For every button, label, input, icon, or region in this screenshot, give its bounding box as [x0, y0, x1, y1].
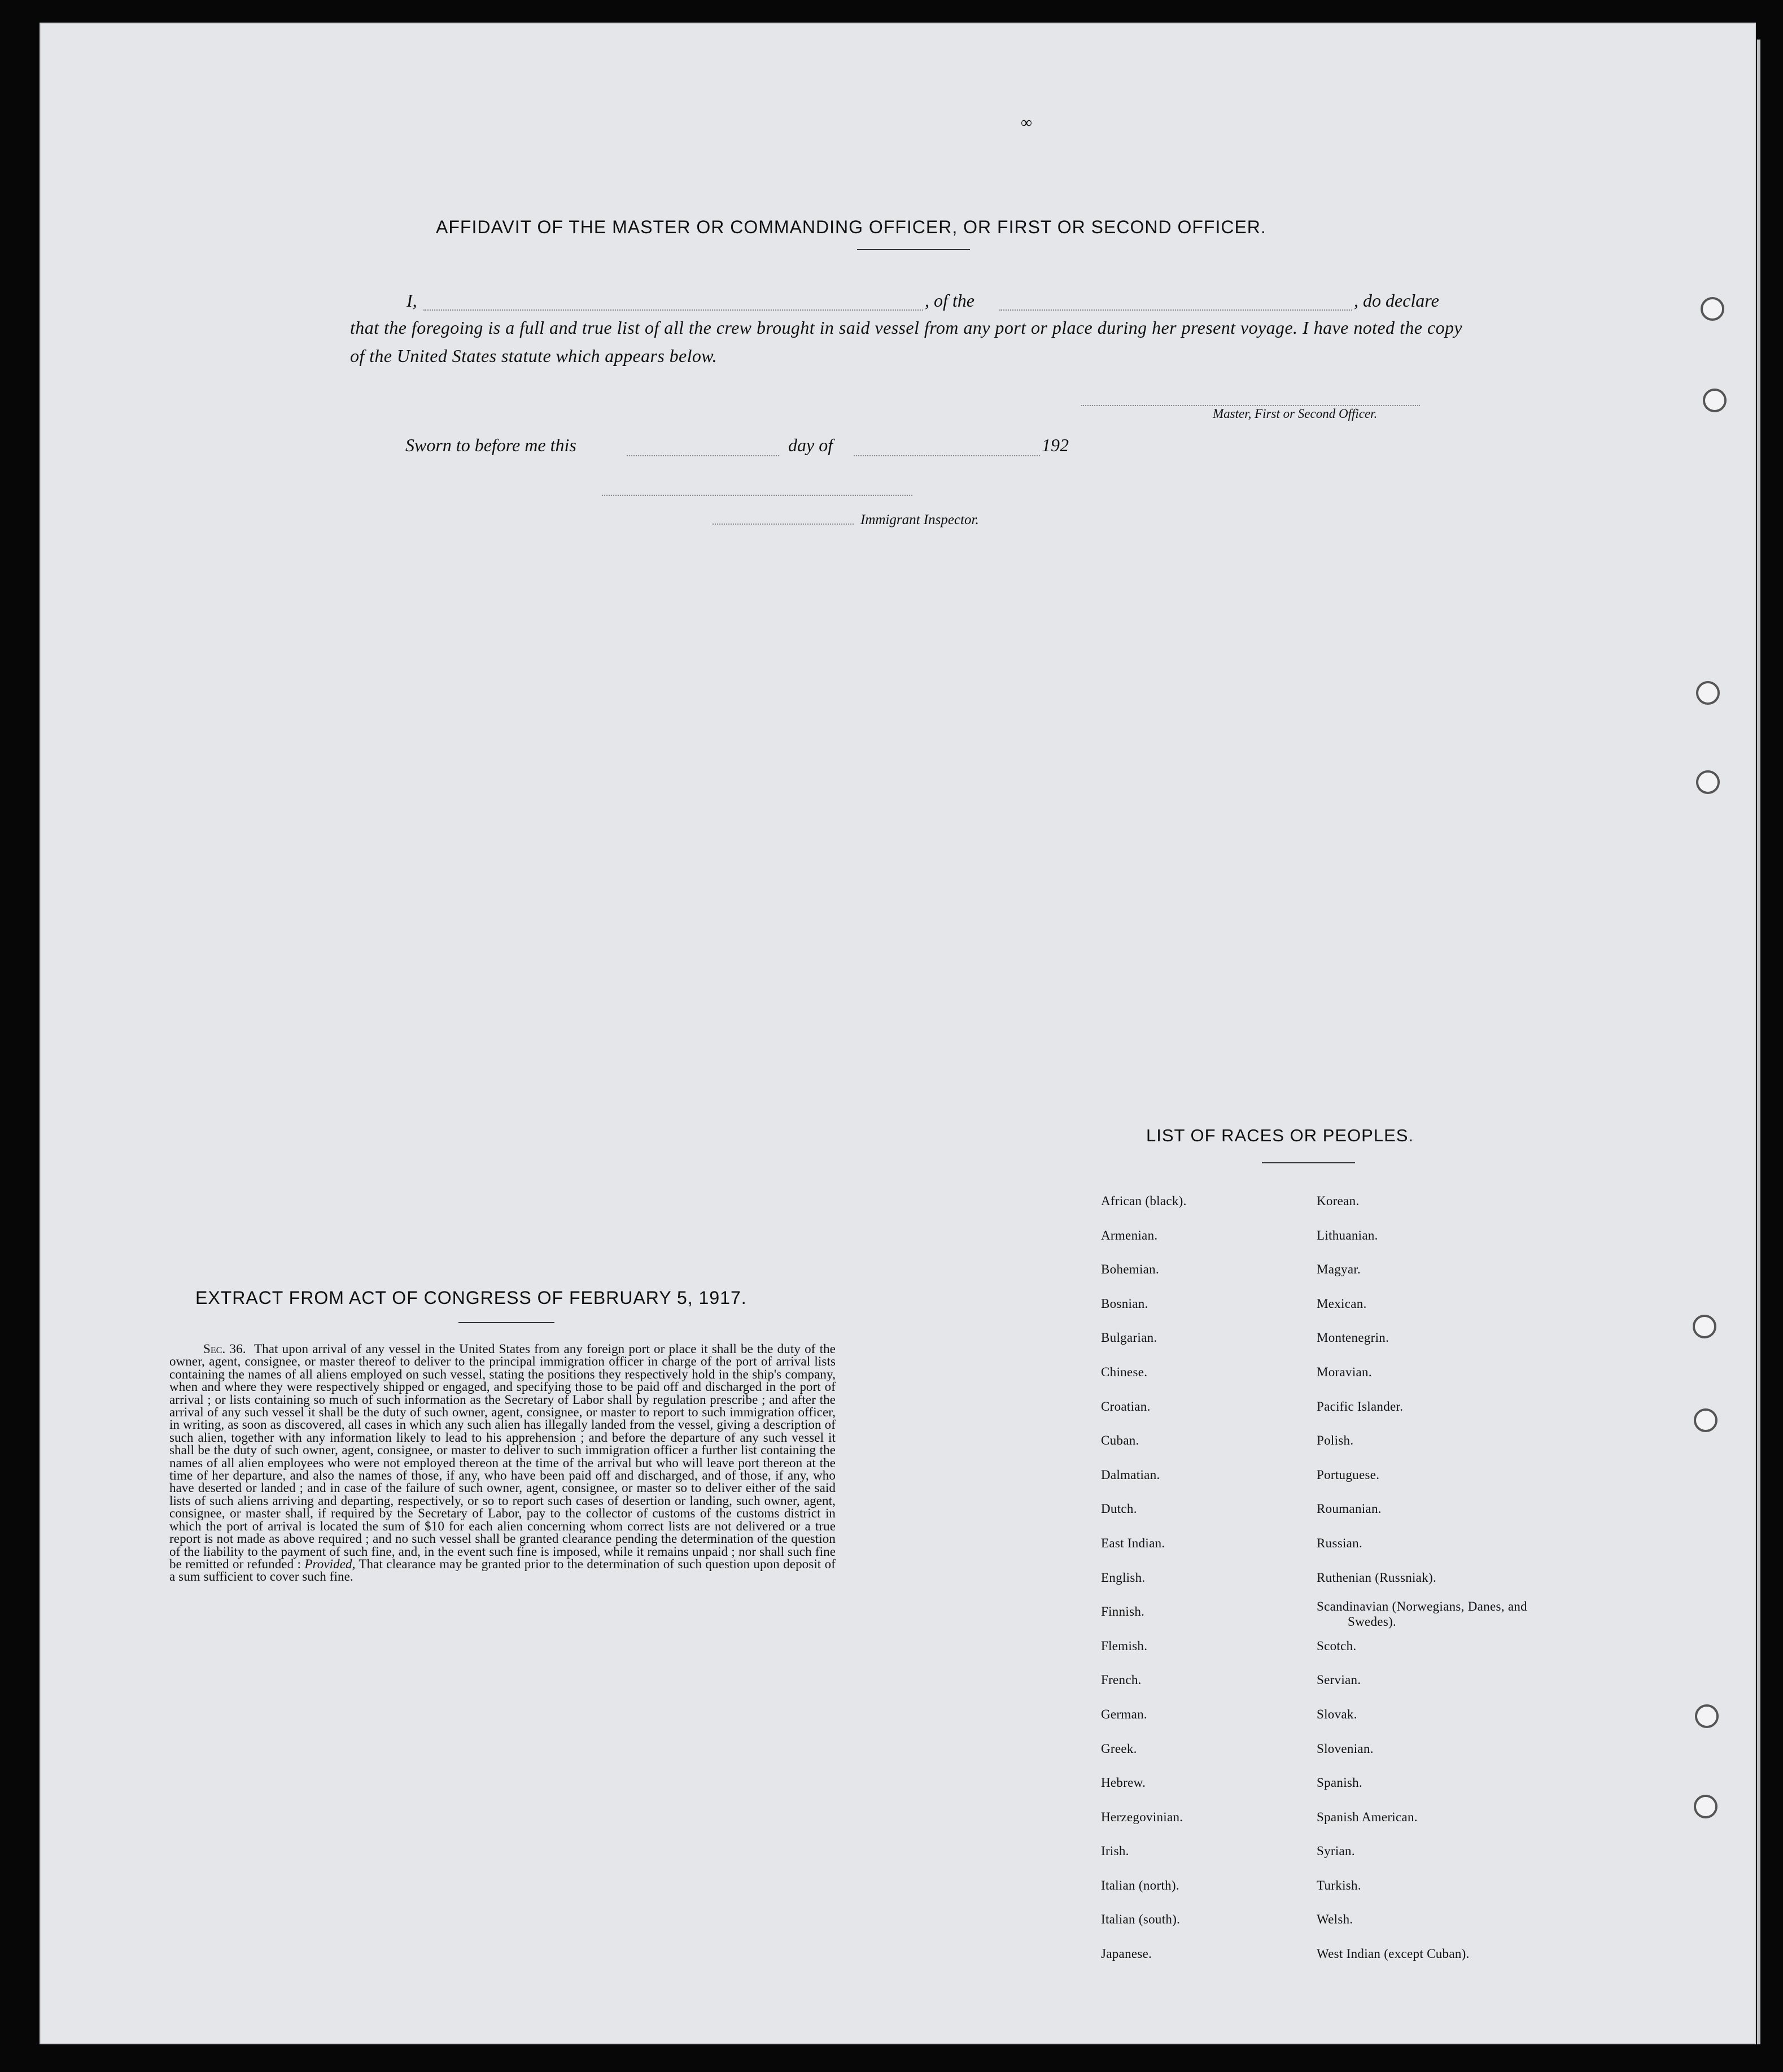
race-item: Russian.: [1317, 1536, 1362, 1550]
sworn-label: Sworn to before me this: [405, 435, 576, 455]
race-item: Hebrew.: [1101, 1776, 1146, 1790]
race-item: Dutch.: [1101, 1502, 1137, 1516]
race-item: Moravian.: [1317, 1364, 1372, 1379]
race-item: Slovenian.: [1317, 1741, 1374, 1756]
declarant-prefix: I,: [407, 290, 417, 311]
sworn-month-field[interactable]: [854, 455, 1040, 456]
race-item: Finnish.: [1101, 1604, 1145, 1619]
race-item: Herzegovinian.: [1101, 1809, 1183, 1824]
race-item: Dalmatian.: [1101, 1467, 1160, 1482]
races-list: [1101, 1184, 1541, 1971]
binder-hole: [1696, 681, 1720, 705]
race-item: Magyar.: [1317, 1262, 1361, 1277]
race-item: Spanish American.: [1317, 1809, 1418, 1824]
race-item: Pacific Islander.: [1317, 1399, 1404, 1414]
declare-label: , do declare: [1354, 290, 1439, 311]
master-signature-caption: Master, First or Second Officer.: [1213, 407, 1378, 421]
statute-text: [169, 1343, 836, 1584]
race-item: French.: [1101, 1673, 1142, 1687]
race-item: East Indian.: [1101, 1536, 1165, 1550]
race-item: Korean.: [1317, 1194, 1360, 1208]
master-signature-field[interactable]: [1081, 405, 1420, 406]
race-item: Bosnian.: [1101, 1296, 1148, 1311]
binder-hole: [1703, 389, 1727, 412]
binder-hole: [1696, 770, 1720, 794]
race-item: [1317, 1595, 1541, 1629]
race-item: Spanish.: [1317, 1776, 1362, 1790]
race-item: African (black).: [1101, 1194, 1187, 1208]
race-item: Scotch.: [1317, 1638, 1357, 1653]
statute-text-part1: That upon arrival of any vessel in the United States from any foreign port or place it shall be the duty of the owner, agent, consignee, or master thereof to deliver to the principal immigration officer in charge of the port of arrival lists containing the names of all aliens employed on such vessel, stating the positions they respectively hold in the ship's company, when and where they were respectively shipped or engaged, and specifying those to be paid off and discharged in the port of arrival ; or lists containing so much of such information as the Secretary of Labor shall by regulation prescribe ; and after the arrival of any such vessel it shall be the duty of such owner, agent, consignee, or master to report to such immigration officer, in writing, as soon as discovered, all cases in which any such alien has illegally landed from the vessel, giving a description of such alien, together with any information likely to lead to his apprehension ; and before the departure of any such vessel it shall be the duty of such owner, agent, consignee, or master to deliver to such immigration officer a further list containing the names of all alien employees who were not employed thereon at the time of the arrival but who will leave port thereon at the time of her departure, and also the names of those, if any, who have been paid off and discharged, and of those, if any, who have deserted or landed ; and in case of the failure of such owner, agent, consignee, or master so to deliver either of the said lists of such aliens arriving and departing, respectively, or so to report such cases of desertion or landing, such owner, agent, consignee, or master shall, if required by the Secretary of Labor, pay to the collector of customs of the customs district in which the port of arrival is located the sum of $10 for each alien concerning whom correct lists are not delivered or a true report is not made as above required ; and no such vessel shall be granted clearance pending the determination of the question of the liability to the payment of such fine, and, in the event such fine is imposed, while it remains unpaid ; nor shall such fine be remitted or refunded :: [169, 1342, 836, 1571]
race-item: Italian (south).: [1101, 1912, 1181, 1927]
binder-hole: [1694, 1795, 1718, 1818]
race-item: Cuban.: [1101, 1433, 1139, 1448]
inspector-signature-line-upper: [602, 495, 912, 496]
race-item: Irish.: [1101, 1844, 1129, 1859]
race-item: German.: [1101, 1707, 1147, 1721]
race-item: West Indian (except Cuban).: [1317, 1947, 1470, 1961]
provided-label: Provided,: [304, 1556, 356, 1571]
binder-hole: [1694, 1408, 1718, 1432]
extract-title: EXTRACT FROM ACT OF CONGRESS OF FEBRUARY 5, 1917.: [195, 1288, 747, 1308]
race-item: Flemish.: [1101, 1638, 1148, 1653]
race-item: Armenian.: [1101, 1228, 1158, 1242]
races-title-rule: [1262, 1162, 1355, 1163]
extract-title-rule: [458, 1322, 554, 1323]
race-item: Ruthenian (Russniak).: [1317, 1570, 1436, 1585]
year-label: 192: [1042, 435, 1069, 455]
binder-hole: [1693, 1315, 1716, 1338]
race-item: Syrian.: [1317, 1844, 1355, 1859]
race-item: Chinese.: [1101, 1364, 1148, 1379]
page-mark: ∞: [1021, 114, 1032, 132]
binder-hole: [1695, 1704, 1719, 1728]
race-item: Croatian.: [1101, 1399, 1151, 1414]
affidavit-statement: that the foregoing is a full and true list of all the crew brought in said vessel from any port or place during her present voyage. I have noted the copy of the United States statute which appears below.: [350, 317, 1462, 366]
race-item: Bohemian.: [1101, 1262, 1159, 1277]
statute-text-part2: That clearance may be granted prior to the determination of such question upon deposit of a sum sufficient to cover such fine.: [169, 1556, 836, 1584]
race-item: Polish.: [1317, 1433, 1354, 1448]
race-item: Welsh.: [1317, 1912, 1353, 1927]
binder-hole: [1701, 297, 1724, 321]
race-item: Turkish.: [1317, 1878, 1361, 1892]
sworn-day-field[interactable]: [627, 455, 779, 456]
race-item: Greek.: [1101, 1741, 1137, 1756]
inspector-signature-field[interactable]: [713, 524, 854, 525]
vessel-label: , of the: [925, 290, 974, 311]
race-item: Servian.: [1317, 1673, 1361, 1687]
races-title: LIST OF RACES OR PEOPLES.: [1146, 1126, 1414, 1145]
race-item: Portuguese.: [1317, 1467, 1380, 1482]
section-label: Sec. 36.: [203, 1342, 246, 1356]
race-item: Roumanian.: [1317, 1502, 1382, 1516]
affidavit-title-rule: [857, 249, 970, 250]
race-item: Montenegrin.: [1317, 1331, 1389, 1345]
race-item: Italian (north).: [1101, 1878, 1179, 1892]
race-item: Mexican.: [1317, 1296, 1367, 1311]
race-item: Slovak.: [1317, 1707, 1357, 1721]
race-item-label: Scandinavian (Norwegians, Danes, and Swedes).: [1317, 1599, 1527, 1629]
declarant-name-field[interactable]: [423, 309, 923, 311]
vessel-name-field[interactable]: [999, 309, 1352, 311]
race-item: English.: [1101, 1570, 1146, 1585]
day-of-label: day of: [788, 435, 833, 455]
race-item: Bulgarian.: [1101, 1331, 1157, 1345]
race-item: Japanese.: [1101, 1947, 1152, 1961]
inspector-caption: Immigrant Inspector.: [860, 512, 979, 527]
race-item: Lithuanian.: [1317, 1228, 1378, 1242]
affidavit-title: AFFIDAVIT OF THE MASTER OR COMMANDING OFFICER, OR FIRST OR SECOND OFFICER.: [436, 217, 1266, 237]
page-edge-shadow: [1757, 40, 1760, 2044]
